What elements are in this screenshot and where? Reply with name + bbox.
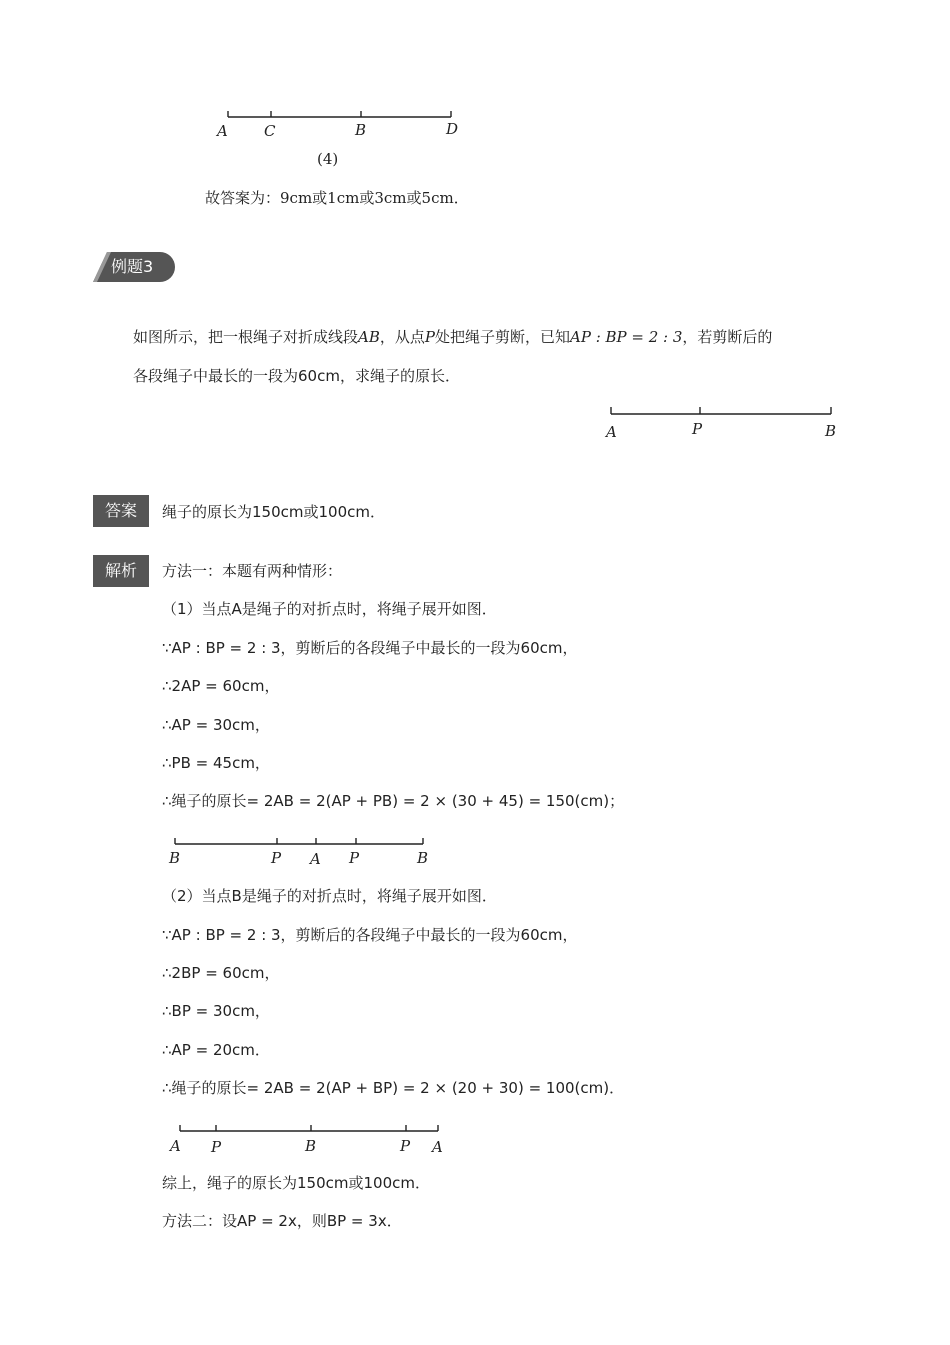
label-a: A xyxy=(310,850,321,868)
label-a: A xyxy=(217,122,228,140)
analysis-line: 方法二：设AP = 2x，则BP = 3x． xyxy=(162,1212,402,1230)
analysis-line: ∴PB = 45cm， xyxy=(162,754,270,772)
question-line-1: 如图所示，把一根绳子对折成线段AB，从点P处把绳子剪断，已知AP : BP = 2 : 3，若剪断后的 xyxy=(133,328,773,346)
analysis-line: （2）当点B是绳子的对折点时，将绳子展开如图． xyxy=(162,887,497,905)
label-b: B xyxy=(417,849,429,867)
label-b: B xyxy=(355,121,367,139)
analysis-line: ∴2BP = 60cm， xyxy=(162,964,280,982)
label-d: D xyxy=(446,120,459,138)
label-p: P xyxy=(271,849,282,867)
analysis-line: ∴AP = 20cm． xyxy=(162,1041,270,1059)
analysis-tag: 解析 xyxy=(93,555,149,587)
analysis-line: ∴绳子的原长= 2AB = 2(AP + BP) = 2 × (20 + 30) = 100(cm)． xyxy=(162,1079,625,1097)
analysis-line: ∴BP = 30cm， xyxy=(162,1002,270,1020)
analysis-line: ∴AP = 30cm， xyxy=(162,716,270,734)
analysis-line: ∴2AP = 60cm， xyxy=(162,677,280,695)
analysis-line: ∵AP : BP = 2 : 3，剪断后的各段绳子中最长的一段为60cm， xyxy=(162,926,578,944)
label-p: P xyxy=(400,1137,411,1155)
question-line-2: 各段绳子中最长的一段为60cm，求绳子的原长． xyxy=(133,367,460,385)
label-a: A xyxy=(432,1138,443,1156)
answer-tag: 答案 xyxy=(93,495,149,527)
label-a: A xyxy=(170,1137,181,1155)
analysis-line: （1）当点A是绳子的对折点时，将绳子展开如图． xyxy=(162,600,497,618)
example-tag-label: 例题3 xyxy=(111,257,154,276)
analysis-line: 方法一：本题有两种情形： xyxy=(162,562,343,580)
figure-caption: (4) xyxy=(317,150,339,168)
label-b: B xyxy=(825,422,837,440)
previous-answer: 故答案为：9cm或1cm或3cm或5cm． xyxy=(205,189,469,207)
label-b: B xyxy=(169,849,181,867)
label-p: P xyxy=(349,849,360,867)
answer-text: 绳子的原长为150cm或100cm． xyxy=(162,503,385,521)
label-c: C xyxy=(264,122,276,140)
analysis-line: 综上，绳子的原长为150cm或100cm． xyxy=(162,1174,430,1192)
label-b: B xyxy=(305,1137,317,1155)
label-p: P xyxy=(692,420,703,438)
label-p: P xyxy=(211,1138,222,1156)
label-a: A xyxy=(606,423,617,441)
analysis-line: ∴绳子的原长= 2AB = 2(AP + PB) = 2 × (30 + 45) = 150(cm)； xyxy=(162,792,625,810)
analysis-line: ∵AP : BP = 2 : 3，剪断后的各段绳子中最长的一段为60cm， xyxy=(162,639,578,657)
